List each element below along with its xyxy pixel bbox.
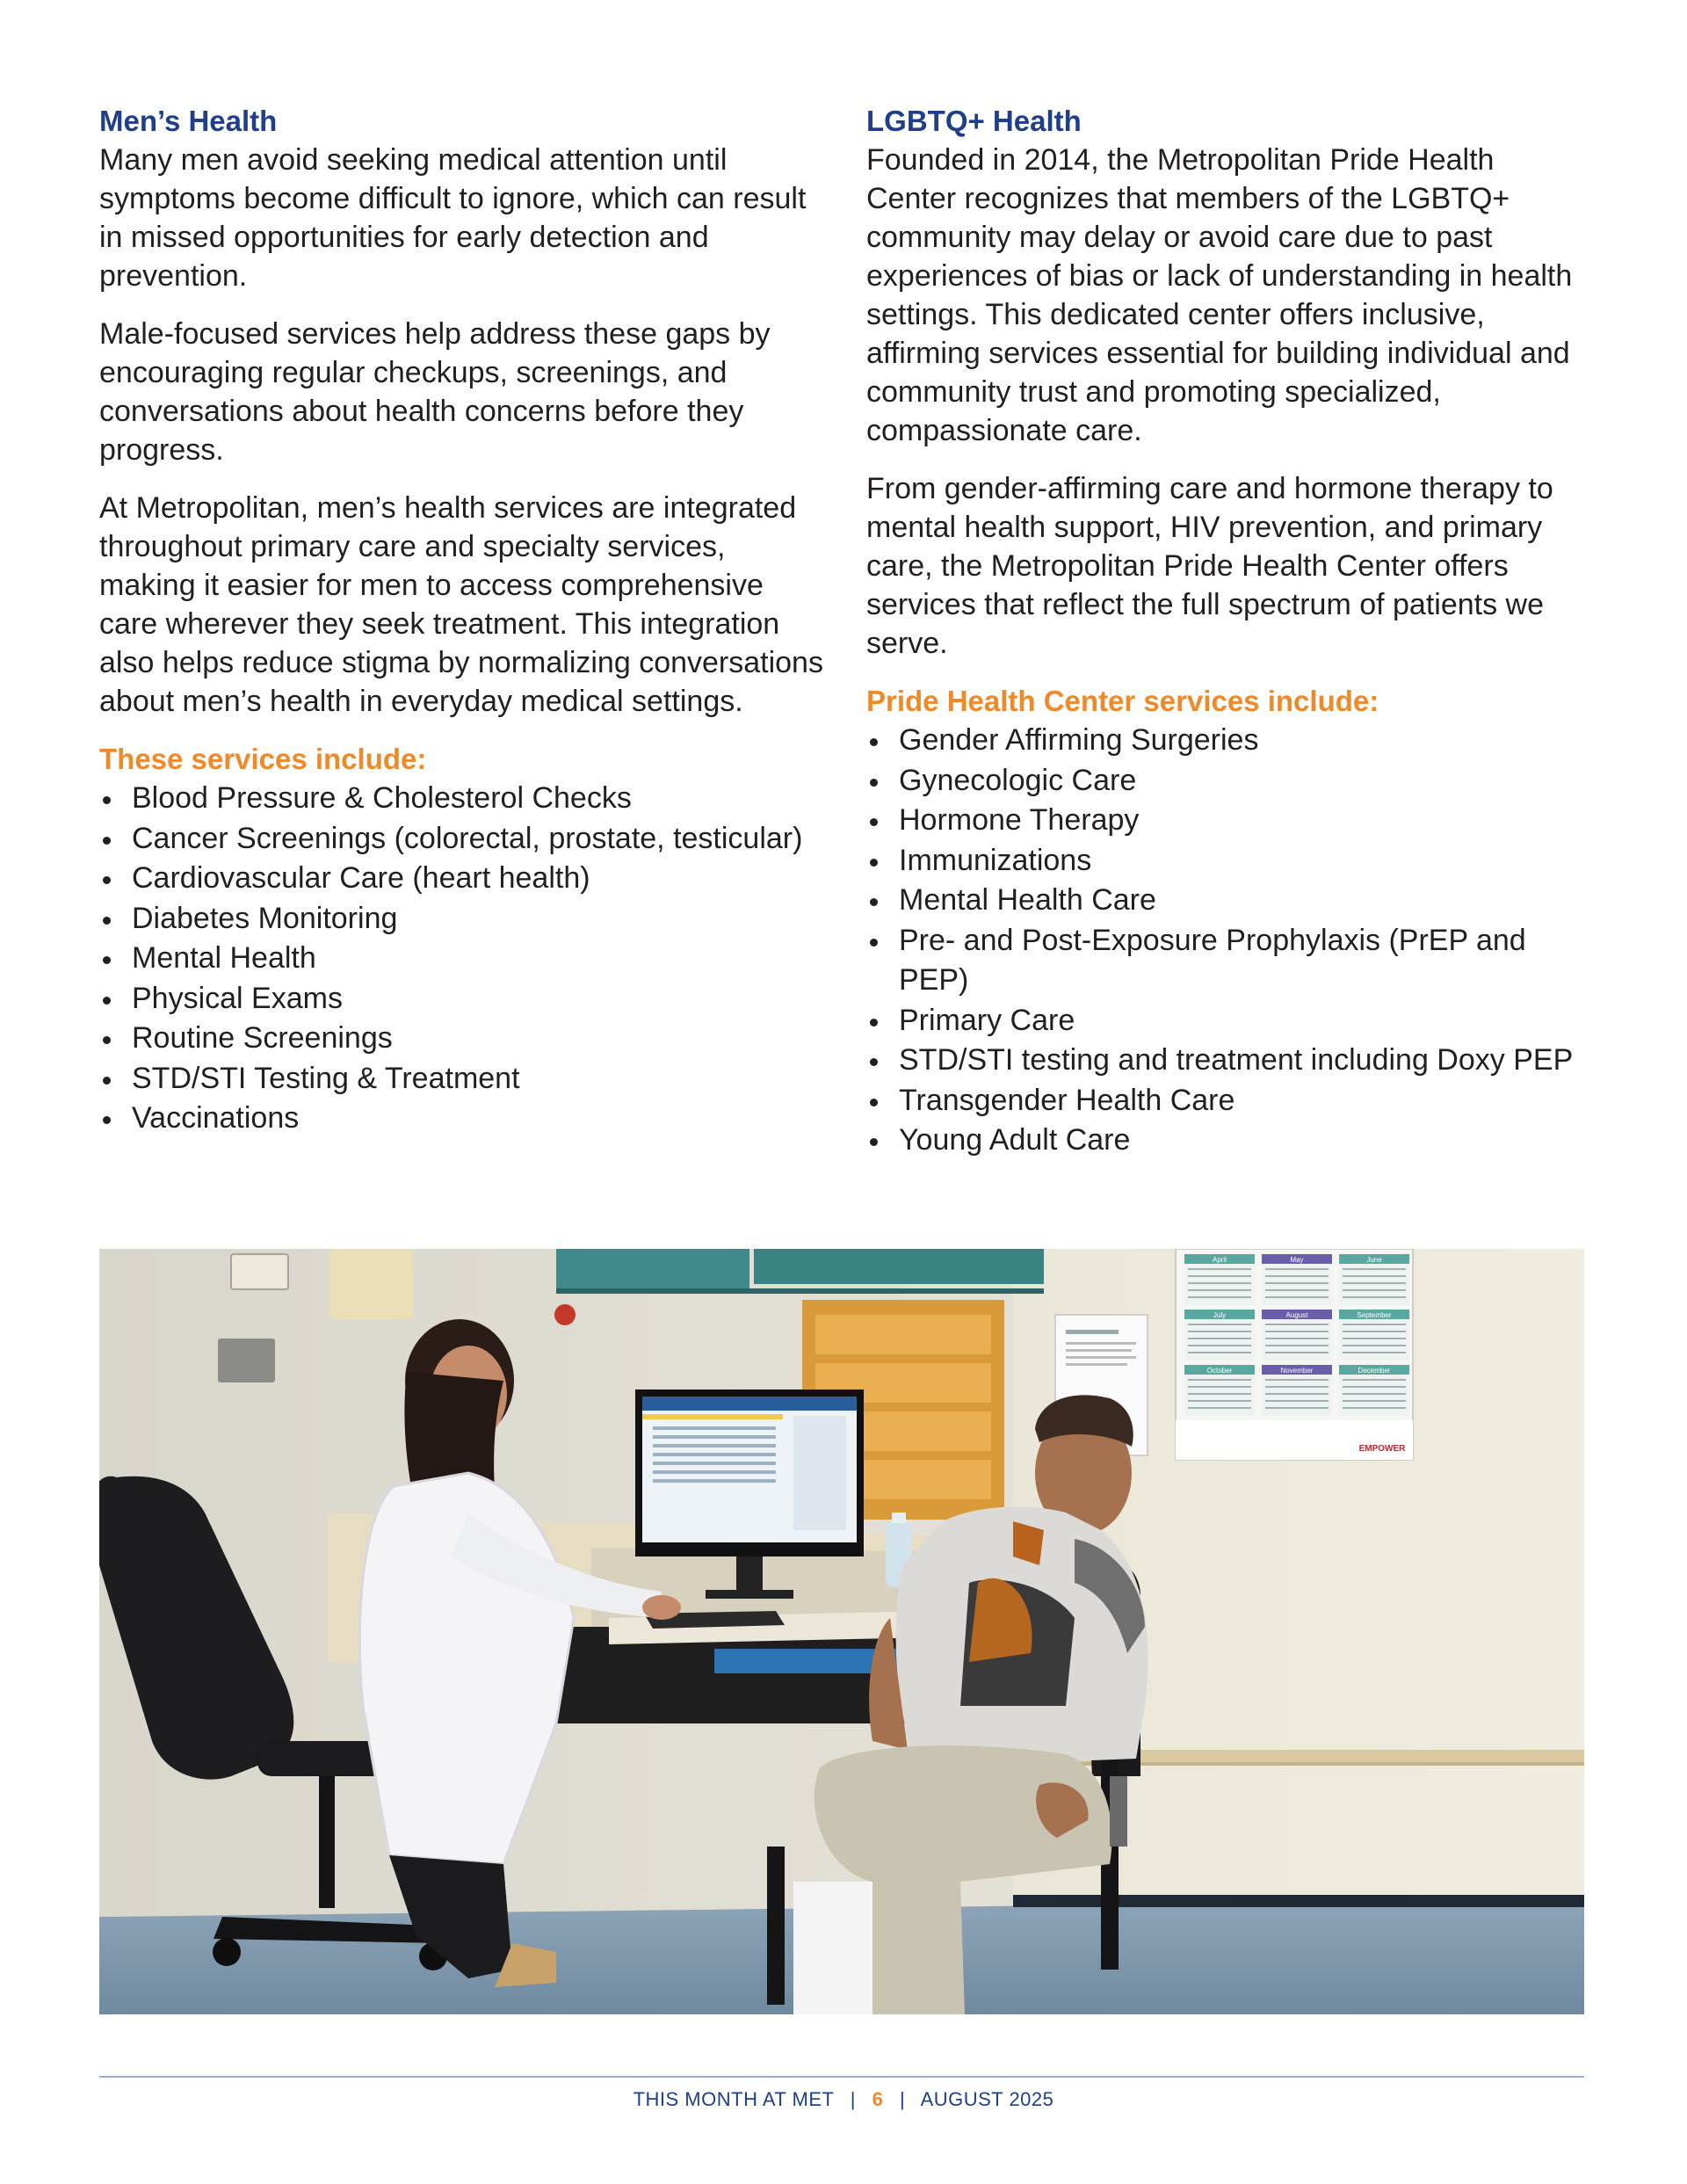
calendar-week-row <box>1265 1345 1329 1346</box>
lgbtq-health-section <box>866 102 1587 1161</box>
calendar-week-row <box>1265 1331 1329 1332</box>
calendar-week-row <box>1188 1296 1251 1298</box>
calendar-month-grid <box>1184 1264 1255 1305</box>
calendar-month-label: November <box>1280 1367 1314 1375</box>
lgbtq-health-paragraph-1: Founded in 2014, the Metropolitan Pride Health Center recognizes that members of the LGBTQ+ community may delay or avoid care due to past experiences of bias or lack of understanding in health settings. This dedicated center offers inclusive, affirming services essential for building individual and community trust and promoting specialized, compassionate care. <box>866 143 1573 447</box>
issue-date: AUGUST 2025 <box>920 2088 1054 2110</box>
calendar-month-grid <box>1339 1375 1409 1416</box>
calendar-week-row <box>1343 1338 1406 1339</box>
calendar-week-row <box>1265 1275 1329 1277</box>
calendar-month-grid <box>1184 1319 1255 1360</box>
list-item: Mental Health Care <box>866 881 1587 921</box>
calendar-week-row <box>1343 1407 1406 1409</box>
calendar-week-row <box>1265 1407 1329 1409</box>
mens-health-paragraph-2: Male-focused services help address these gaps by encouraging regular checkups, screenings, and conversations about health concerns before they progress. <box>99 317 771 467</box>
calendar-week-row <box>1265 1289 1329 1291</box>
page-footer <box>0 2088 1687 2111</box>
calendar-week-row <box>1265 1400 1329 1402</box>
calendar-week-row <box>1188 1393 1251 1395</box>
list-item: Vaccinations <box>99 1099 829 1139</box>
footer-separator: | <box>899 2088 906 2110</box>
calendar-week-row <box>1265 1282 1329 1284</box>
calendar-week-row <box>1265 1352 1329 1353</box>
list-item: Young Adult Care <box>866 1121 1587 1161</box>
footer-divider <box>99 2076 1584 2078</box>
calendar-week-row <box>1265 1379 1329 1381</box>
calendar-month-label: April <box>1212 1256 1227 1264</box>
calendar-week-row <box>1343 1275 1406 1277</box>
calendar-week-row <box>1343 1345 1406 1346</box>
list-item: Blood Pressure & Cholesterol Checks <box>99 779 829 819</box>
list-item: Transgender Health Care <box>866 1081 1587 1121</box>
list-item: Hormone Therapy <box>866 801 1587 841</box>
clinic-photo <box>99 1249 1584 2014</box>
mens-services-heading: These services include: <box>99 743 427 775</box>
calendar-week-row <box>1343 1393 1406 1395</box>
list-item: Primary Care <box>866 1001 1587 1041</box>
calendar-week-row <box>1265 1296 1329 1298</box>
calendar-month-label: July <box>1213 1311 1227 1319</box>
mens-health-section <box>99 102 829 1139</box>
calendar-month-grid <box>1339 1264 1409 1305</box>
mens-health-paragraph-1: Many men avoid seeking medical attention until symptoms become difficult to ignore, which can result in missed opportunities for early detection and prevention. <box>99 143 807 293</box>
calendar-week-row <box>1265 1268 1329 1270</box>
mens-health-heading: Men’s Health <box>99 105 278 137</box>
calendar-month-grid <box>1339 1319 1409 1360</box>
calendar-week-row <box>1188 1386 1251 1388</box>
calendar-month-label: December <box>1358 1367 1391 1375</box>
calendar-week-row <box>1188 1289 1251 1291</box>
mens-services-list <box>99 779 829 1139</box>
calendar-week-row <box>1188 1331 1251 1332</box>
calendar-week-row <box>1188 1268 1251 1270</box>
calendar-week-row <box>1343 1282 1406 1284</box>
list-item: Diabetes Monitoring <box>99 899 829 940</box>
calendar-month-label: September <box>1357 1311 1392 1319</box>
calendar-week-row <box>1188 1379 1251 1381</box>
calendar-week-row <box>1188 1407 1251 1409</box>
publication-name: THIS MONTH AT MET <box>633 2088 835 2110</box>
calendar-month-label: June <box>1366 1256 1382 1264</box>
mens-health-paragraph-3: At Metropolitan, men’s health services are integrated throughout primary care and specialty services, making it easier for men to access comprehensive care wherever they seek treatment. This integration also helps reduce stigma by normalizing conversations about men’s health in everyday medical settings. <box>99 491 823 718</box>
calendar-week-row <box>1188 1338 1251 1339</box>
list-item: Pre- and Post-Exposure Prophylaxis (PrEP and PEP) <box>866 921 1587 1001</box>
calendar-month-label: August <box>1285 1311 1308 1319</box>
calendar-week-row <box>1343 1324 1406 1325</box>
list-item: Immunizations <box>866 841 1587 882</box>
pride-services-heading: Pride Health Center services include: <box>866 685 1379 717</box>
calendar-week-row <box>1188 1345 1251 1346</box>
pride-services-list <box>866 721 1587 1161</box>
calendar-week-row <box>1188 1400 1251 1402</box>
calendar-month-grid <box>1262 1264 1332 1305</box>
list-item: Cancer Screenings (colorectal, prostate, testicular) <box>99 819 829 860</box>
list-item: STD/STI testing and treatment including Doxy PEP <box>866 1041 1587 1081</box>
list-item: Mental Health <box>99 939 829 979</box>
calendar-week-row <box>1343 1296 1406 1298</box>
calendar-week-row <box>1343 1331 1406 1332</box>
calendar-week-row <box>1265 1324 1329 1325</box>
calendar-month-grid <box>1184 1375 1255 1416</box>
calendar-month-grid <box>1262 1375 1332 1416</box>
calendar-week-row <box>1343 1379 1406 1381</box>
calendar-logo: EMPOWER <box>1358 1444 1406 1454</box>
footer-separator: | <box>850 2088 856 2110</box>
calendar-week-row <box>1265 1386 1329 1388</box>
calendar-week-row <box>1343 1400 1406 1402</box>
calendar-week-row <box>1188 1275 1251 1277</box>
list-item: Gender Affirming Surgeries <box>866 721 1587 761</box>
page-number: 6 <box>872 2088 884 2110</box>
calendar-week-row <box>1265 1393 1329 1395</box>
clinic-photo-illustration <box>99 1249 1584 2014</box>
calendar-month-label: October <box>1206 1367 1233 1375</box>
list-item: Gynecologic Care <box>866 761 1587 802</box>
list-item: STD/STI Testing & Treatment <box>99 1059 829 1099</box>
lgbtq-health-paragraph-2: From gender-affirming care and hormone therapy to mental health support, HIV prevention, and primary care, the Metropolitan Pride Health Center offers services that reflect the full spectrum of patients we serve. <box>866 472 1553 660</box>
calendar-month-label: May <box>1290 1256 1304 1264</box>
calendar-week-row <box>1343 1289 1406 1291</box>
calendar-week-row <box>1188 1324 1251 1325</box>
list-item: Routine Screenings <box>99 1019 829 1059</box>
calendar-week-row <box>1343 1386 1406 1388</box>
list-item: Physical Exams <box>99 979 829 1019</box>
calendar-week-row <box>1343 1268 1406 1270</box>
calendar-week-row <box>1188 1282 1251 1284</box>
calendar-week-row <box>1188 1352 1251 1353</box>
calendar-week-row <box>1343 1352 1406 1353</box>
list-item: Cardiovascular Care (heart health) <box>99 859 829 899</box>
lgbtq-health-heading: LGBTQ+ Health <box>866 105 1082 137</box>
calendar-week-row <box>1265 1338 1329 1339</box>
calendar-month-grid <box>1262 1319 1332 1360</box>
